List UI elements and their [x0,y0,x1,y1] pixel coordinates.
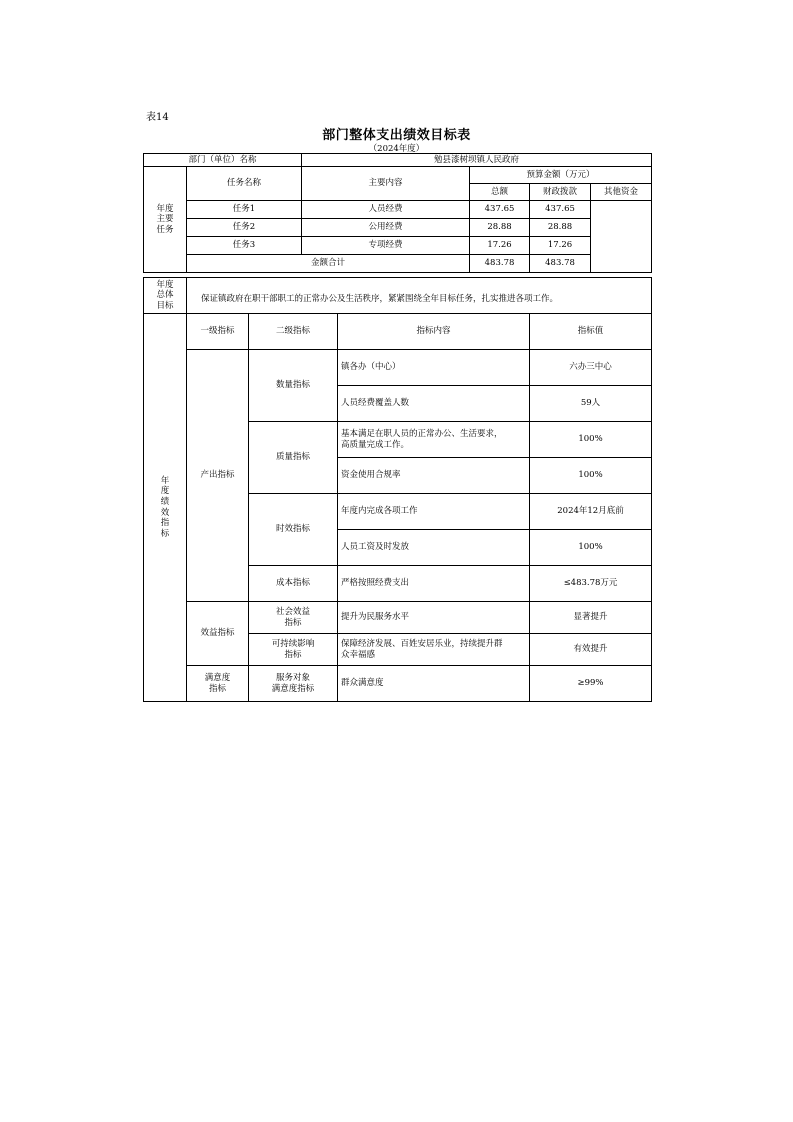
sum-total: 483.78 [470,255,530,273]
indicator-row [144,666,652,702]
overall-goal-table [143,277,652,314]
satisfaction-indicator-label: 满意度 指标 [187,666,249,702]
indicator-value: 2024年12月底前 [530,494,652,530]
main-content-header: 主要内容 [302,167,470,201]
indicator-value: 100% [530,422,652,458]
overall-goal-label-text: 年度 总体 目标 [156,279,174,311]
sum-fiscal: 483.78 [530,255,591,273]
task-fiscal: 28.88 [530,219,591,237]
task-name: 任务1 [187,201,302,219]
indicator-content: 人员工资及时发放 [338,530,530,566]
table-number-label: 表14 [146,112,169,123]
indicator-content: 保障经济发展、百姓安居乐业，持续提升群 众幸福感 [338,634,530,666]
dept-name: 勉县漆树坝镇人民政府 [302,154,652,167]
quantity-indicator-label: 数量指标 [249,350,338,422]
performance-header-row [144,314,652,350]
indicator-value: 六办三中心 [530,350,652,386]
document-year: （2024年度） [368,144,425,154]
indicator-content: 严格按照经费支出 [338,566,530,602]
task-name: 任务3 [187,237,302,255]
total-header: 总额 [470,184,530,201]
indicator-content: 基本满足在职人员的正常办公、生活要求， 高质量完成工作。 [338,422,530,458]
social-indicator-label: 社会效益 指标 [249,602,338,634]
task-content: 专项经费 [302,237,470,255]
benefit-indicator-label: 效益指标 [187,602,249,666]
indicator-row [144,602,652,634]
indicator-value: 有效提升 [530,634,652,666]
budget-table [143,153,652,273]
indicator-content: 资金使用合规率 [338,458,530,494]
sum-row [144,255,652,273]
annual-tasks-label [144,167,187,273]
annual-tasks-label-text: 年度 主要 任务 [156,203,174,235]
task-other [591,201,652,273]
indicator-content: 人员经费覆盖人数 [338,386,530,422]
content-header: 指标内容 [338,314,530,350]
task-row [144,219,652,237]
timeliness-indicator-label: 时效指标 [249,494,338,566]
cost-indicator-label: 成本指标 [249,566,338,602]
budget-header: 预算金额（万元） [470,167,652,184]
value-header: 指标值 [530,314,652,350]
indicator-value: ≤483.78万元 [530,566,652,602]
fiscal-header: 财政拨款 [530,184,591,201]
indicator-content: 镇各办（中心） [338,350,530,386]
performance-label [144,314,187,702]
task-total: 17.26 [470,237,530,255]
level1-header: 一级指标 [187,314,249,350]
task-name: 任务2 [187,219,302,237]
task-content: 公用经费 [302,219,470,237]
indicator-value: 100% [530,530,652,566]
task-row [144,201,652,219]
task-fiscal: 437.65 [530,201,591,219]
indicator-value: 100% [530,458,652,494]
indicator-content: 年度内完成各项工作 [338,494,530,530]
indicator-value: 显著提升 [530,602,652,634]
task-total: 28.88 [470,219,530,237]
quality-indicator-label: 质量指标 [249,422,338,494]
dept-row [144,154,652,167]
header-row-1 [144,167,652,184]
service-indicator-label: 服务对象 满意度指标 [249,666,338,702]
indicator-row [144,350,652,386]
performance-table [143,313,652,702]
sum-label: 金额合计 [187,255,470,273]
level2-header: 二级指标 [249,314,338,350]
indicator-value: 59人 [530,386,652,422]
overall-goal-label [144,278,187,314]
task-total: 437.65 [470,201,530,219]
overall-goal-text: 保证镇政府在职干部职工的正常办公及生活秩序，紧紧围绕全年目标任务，扎实推进各项工作。 [187,278,652,314]
output-indicator-label: 产出指标 [187,350,249,602]
indicator-content: 群众满意度 [338,666,530,702]
task-name-header: 任务名称 [187,167,302,201]
performance-label-text: 年 度 绩 效 指 标 [160,475,170,539]
sustain-indicator-label: 可持续影响 指标 [249,634,338,666]
task-content: 人员经费 [302,201,470,219]
indicator-content: 提升为民服务水平 [338,602,530,634]
task-fiscal: 17.26 [530,237,591,255]
document-title: 部门整体支出绩效目标表 [322,128,471,143]
other-header: 其他资金 [591,184,652,201]
indicator-value: ≥99% [530,666,652,702]
dept-label: 部门（单位）名称 [144,154,302,167]
task-row [144,237,652,255]
overall-goal-row [144,278,652,314]
